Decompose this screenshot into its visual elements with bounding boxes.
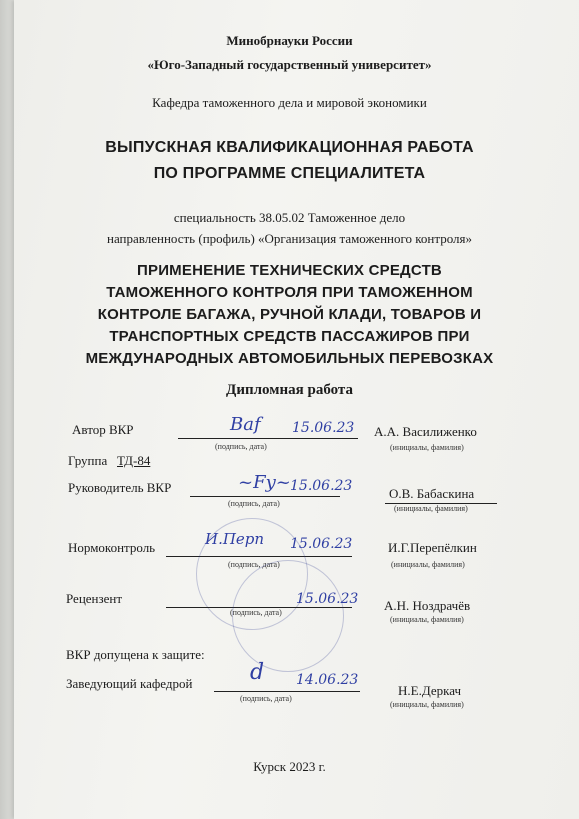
group-label: Группа [68,453,108,468]
head-of-dept-label: Заведующий кафедрой [66,676,193,691]
supervisor-name-caption: (инициалы, фамилия) [394,504,468,513]
supervisor-signature: ~Fy~ [238,472,291,493]
work-title-line2: ПО ПРОГРАММЕ СПЕЦИАЛИТЕТА [153,165,426,182]
normcontrol-label: Нормоконтроль [68,540,156,555]
supervisor-sign-date: 15.06.23 [290,478,353,494]
topic-line: ТАМОЖЕННОГО КОНТРОЛЯ ПРИ ТАМОЖЕННОМ [106,284,473,301]
author-signature-line [178,438,358,439]
head-of-dept-name: Н.Е.Деркач [398,683,462,698]
normcontrol-caption: (подпись, дата) [228,560,280,569]
profile: направленность (профиль) «Организация таможенного контроля» [106,231,472,246]
topic-line: МЕЖДУНАРОДНЫХ АВТОМОБИЛЬНЫХ ПЕРЕВОЗКАХ [85,350,494,367]
city-year: Курск 2023 г. [253,759,326,774]
topic-line: КОНТРОЛЕ БАГАЖА, РУЧНОЙ КЛАДИ, ТОВАРОВ И [97,306,482,323]
author-signature: Ваf [230,414,261,435]
supervisor-name: О.В. Бабаскина [389,486,475,501]
author-name: А.А. Василиженко [374,424,477,439]
head-of-dept-name-caption: (инициалы, фамилия) [390,700,464,709]
normcontrol-signature: И.Перп [205,530,265,548]
work-type: Дипломная работа [226,382,353,398]
specialty: специальность 38.05.02 Таможенное дело [173,210,406,225]
normcontrol-name: И.Г.Перепёлкин [388,540,477,555]
reviewer-name: А.Н. Ноздрачёв [384,598,471,613]
normcontrol-name-caption: (инициалы, фамилия) [391,560,465,569]
reviewer-name-caption: (инициалы, фамилия) [390,615,464,624]
author-name-caption: (инициалы, фамилия) [390,443,464,452]
normcontrol-sign-date: 15.06.23 [290,536,353,552]
reviewer-caption: (подпись, дата) [230,608,282,617]
supervisor-label: Руководитель ВКР [68,480,172,495]
work-title-line1: ВЫПУСКНАЯ КВАЛИФИКАЦИОННАЯ РАБОТА [105,139,474,156]
author-label: Автор ВКР [72,422,134,437]
supervisor-caption: (подпись, дата) [228,499,280,508]
author-caption: (подпись, дата) [215,442,267,451]
supervisor-signature-line [190,496,340,497]
group-value: ТД-84 [117,453,151,468]
author-sign-date: 15.06.23 [292,420,355,436]
head-of-dept-signature-line [214,691,360,692]
sheet-edge [0,0,14,819]
department: Кафедра таможенного дела и мировой экономики [152,95,427,110]
reviewer-sign-date: 15.06.23 [296,591,359,607]
topic-line: ТРАНСПОРТНЫХ СРЕДСТВ ПАССАЖИРОВ ПРИ [109,328,470,345]
reviewer-label: Рецензент [66,591,123,606]
head-of-dept-sign-date: 14.06.23 [296,672,359,688]
university: «Юго-Западный государственный университет» [147,57,432,72]
ministry: Минобрнауки России [226,33,353,48]
head-of-dept-signature: d [250,660,265,685]
head-of-dept-caption: (подпись, дата) [240,694,292,703]
admitted-text: ВКР допущена к защите: [66,647,205,662]
topic-line: ПРИМЕНЕНИЕ ТЕХНИЧЕСКИХ СРЕДСТВ [137,262,442,279]
document-page [14,0,579,819]
